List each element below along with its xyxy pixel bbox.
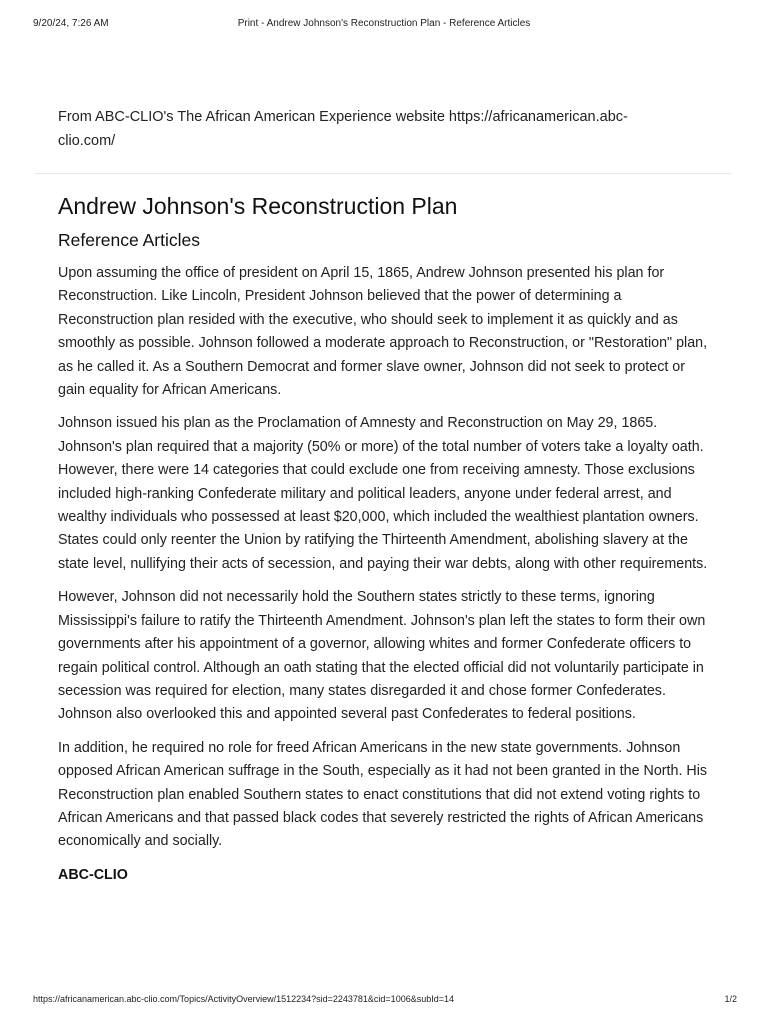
print-page-title: Print - Andrew Johnson's Reconstruction Plan - Reference Articles: [237, 18, 531, 29]
print-footer-url: https://africanamerican.abc-clio.com/Topics/ActivityOverview/1512234?sid=2243781&cid=1006&subId=14: [33, 994, 454, 1004]
source-note: From ABC-CLIO's The African American Experience website https://africanamerican.abc-clio.com/: [58, 109, 628, 149]
divider: [35, 173, 731, 174]
print-datetime: 9/20/24, 7:26 AM: [33, 18, 109, 29]
print-footer: [33, 994, 737, 1008]
article-title: Andrew Johnson's Reconstruction Plan: [58, 193, 458, 219]
article-paragraph-4: In addition, he required no role for freed African Americans in the new state governments. Johnson opposed African American suffrage in the South, especially as it had not been granted in the North. His Reconstruction plan enabled Southern states to enact constitutions that did not extend voting rights to African Americans and that passed black codes that severely restricted the rights of African Americans economically and socially.: [58, 739, 708, 850]
article-subtitle: Reference Articles: [58, 230, 201, 250]
article-paragraph-2: Johnson issued his plan as the Proclamation of Amnesty and Reconstruction on May 29, 1865. Johnson's plan required that a majority (50% or more) of the total number of voters take a loyalty oath. However, there were 14 categories that could exclude one from receiving amnesty. Those exclusions included high-ranking Confederate military and political leaders, anyone under federal arrest, and wealthy individuals who possessed at least $20,000, which included the wealthiest plantation owners. States could only reenter the Union by ratifying the Thirteenth Amendment, abolishing slavery at the state level, nullifying their acts of secession, and paying their war debts, along with other requirements.: [58, 415, 708, 572]
print-header: [33, 18, 735, 32]
page-indicator: 1/2: [724, 994, 737, 1004]
publisher-name: ABC-CLIO: [58, 866, 128, 883]
article-paragraph-3: However, Johnson did not necessarily hold the Southern states strictly to these terms, ignoring Mississippi's failure to ratify the Thirteenth Amendment. Johnson's plan left the states to form their own governments after his appointment of a governor, allowing whites and former Confederate officers to regain political control. Although an oath stating that the elected official did not voluntarily participate in secession was required for election, many states disregarded it and chose former Confederates. Johnson also overlooked this and appointed several past Confederates to federal positions.: [58, 589, 706, 723]
article-paragraph-1: Upon assuming the office of president on April 15, 1865, Andrew Johnson presented his plan for Reconstruction. Like Lincoln, President Johnson believed that the power of determining a Reconstruction plan resided with the executive, who should seek to implement it as quickly and as smoothly as possible. Johnson followed a moderate approach to Reconstruction, or "Restoration" plan, as he called it. As a Southern Democrat and former slave owner, Johnson did not seek to protect or gain equality for African Americans.: [58, 265, 708, 399]
article: [58, 190, 713, 885]
